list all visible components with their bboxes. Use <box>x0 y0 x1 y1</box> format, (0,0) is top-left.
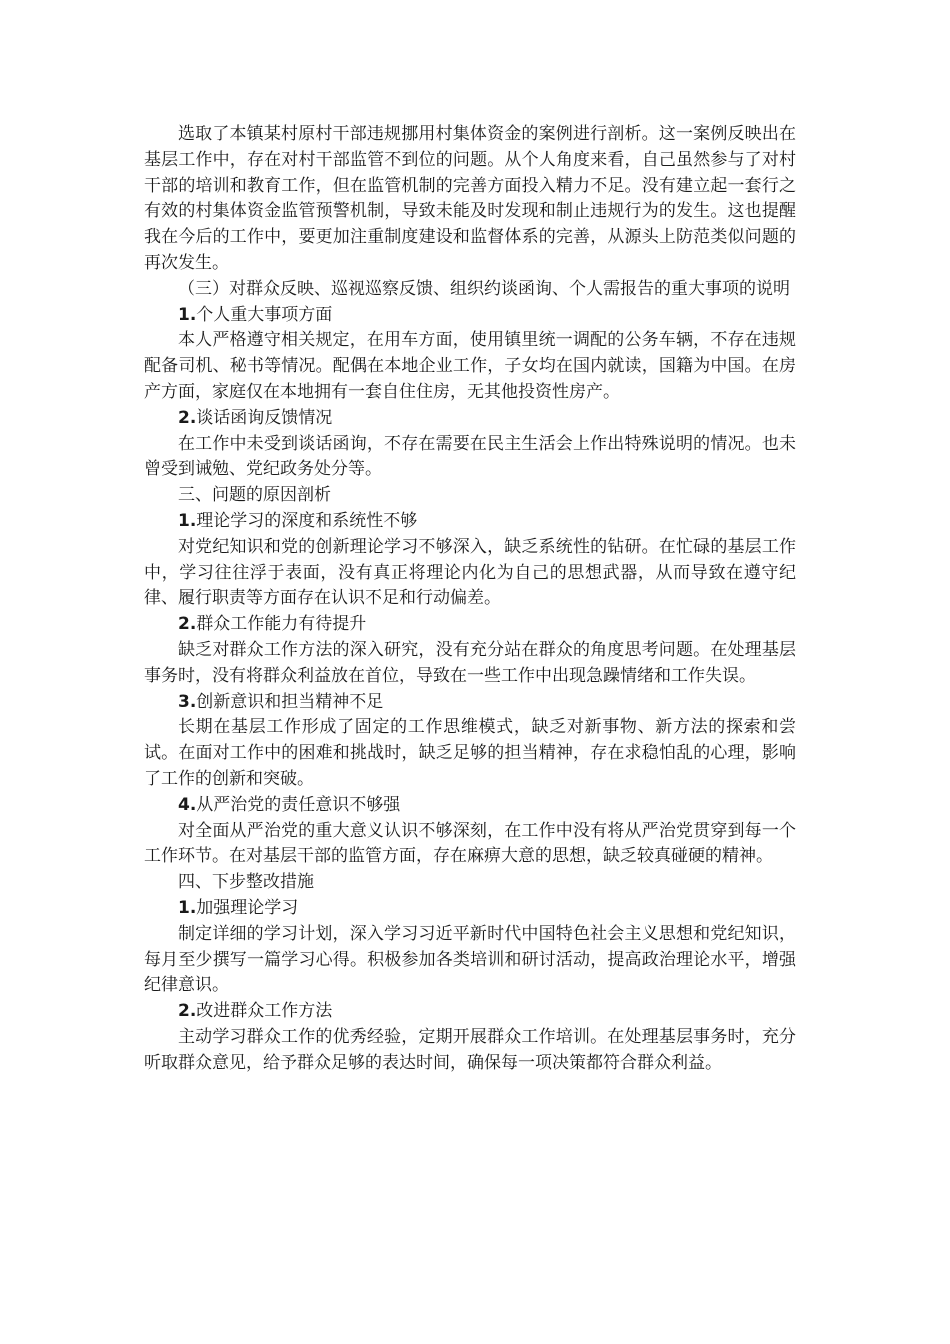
subheading-mass-work: 2.群众工作能力有待提升 <box>178 614 367 635</box>
paragraph-improve-methods: 主动学习群众工作的优秀经验，定期开展群众工作培训。在处理基层事务时，充分听取群众意见，给予群众足够的表达时间，确保每一项决策都符合群众利益。 <box>144 1026 796 1073</box>
section-heading-causes: 三、问题的原因剖析 <box>178 485 331 506</box>
paragraph-case-analysis: 选取了本镇某村原村干部违规挪用村集体资金的案例进行剖析。这一案例反映出在基层工作中，存在对村干部监管不到位的问题。从个人角度来看，自己虽然参与了对村干部的培训和教育工作，但在监管机制的完善方面投入精力不足。没有建立起一套行之有效的村集体资金监管预警机制，导致未能及时发现和制止违规行为的发生。这也提醒我在今后的工作中，要更加注重制度建设和监督体系的完善，从源头上防范类似问题的再次发生。 <box>144 124 796 273</box>
subheading-improve-methods: 2.改进群众工作方法 <box>178 1001 333 1022</box>
subheading-party-discipline: 4.从严治党的责任意识不够强 <box>178 794 401 815</box>
paragraph-theory-study: 对党纪知识和党的创新理论学习不够深入，缺乏系统性的钻研。在忙碌的基层工作中，学习往往浮于表面，没有真正将理论内化为自己的思想武器，从而导致在遵守纪律、履行职责等方面存在认识不足和行动偏差。 <box>144 536 796 609</box>
paragraph-party-discipline: 对全面从严治党的重大意义认识不够深刻，在工作中没有将从严治党贯穿到每一个工作环节。在对基层干部的监管方面，存在麻痹大意的思想，缺乏较真碰硬的精神。 <box>144 820 796 867</box>
document-body <box>144 122 796 1076</box>
subheading-inquiry-feedback: 2.谈话函询反馈情况 <box>178 407 333 428</box>
section-heading-measures: 四、下步整改措施 <box>178 872 314 893</box>
subheading-innovation: 3.创新意识和担当精神不足 <box>178 691 384 712</box>
paragraph-innovation: 长期在基层工作形成了固定的工作思维模式，缺乏对新事物、新方法的探索和尝试。在面对工作中的困难和挑战时，缺乏足够的担当精神，存在求稳怕乱的心理，影响了工作的创新和突破。 <box>144 717 796 789</box>
subheading-theory-study: 1.理论学习的深度和系统性不够 <box>178 510 418 531</box>
paragraph-mass-work: 缺乏对群众工作方法的深入研究，没有充分站在群众的角度思考问题。在处理基层事务时，没有将群众利益放在首位，导致在一些工作中出现急躁情绪和工作失误。 <box>144 639 796 686</box>
section-heading-3: （三）对群众反映、巡视巡察反馈、组织约谈函询、个人需报告的重大事项的说明 <box>178 278 790 299</box>
paragraph-strengthen-study: 制定详细的学习计划，深入学习习近平新时代中国特色社会主义思想和党纪知识，每月至少撰写一篇学习心得。积极参加各类培训和研讨活动，提高政治理论水平，增强纪律意识。 <box>144 923 796 996</box>
subheading-personal-matters: 1.个人重大事项方面 <box>178 304 333 325</box>
subheading-strengthen-study: 1.加强理论学习 <box>178 897 299 918</box>
paragraph-personal-matters: 本人严格遵守相关规定，在用车方面，使用镇里统一调配的公务车辆，不存在违规配备司机、秘书等情况。配偶在本地企业工作，子女均在国内就读，国籍为中国。在房产方面，家庭仅在本地拥有一套自住住房，无其他投资性房产。 <box>144 330 796 402</box>
paragraph-inquiry-feedback: 在工作中未受到谈话函询，不存在需要在民主生活会上作出特殊说明的情况。也未曾受到诫勉、党纪政务处分等。 <box>144 433 796 480</box>
